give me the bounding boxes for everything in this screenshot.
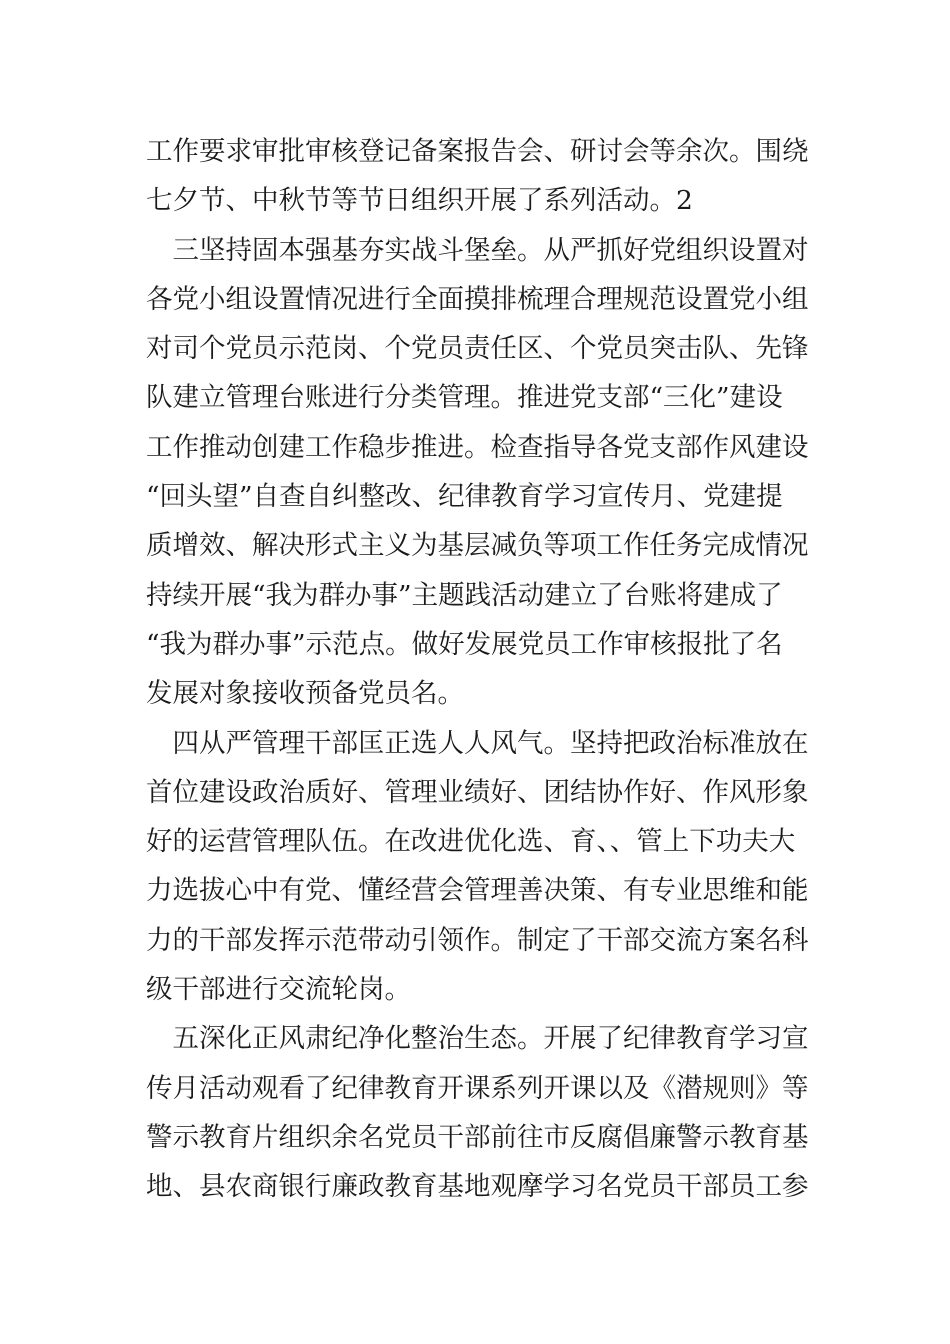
text-line: 地、县农商银行廉政教育基地观摩学习名党员干部员工参 [146, 1171, 809, 1203]
paragraph-section-four [146, 719, 809, 1015]
text-line: 质增效、解决形式主义为基层减负等项工作任务完成情况 [146, 530, 809, 562]
text-line: “回头望”自查自纠整改、纪律教育学习宣传月、党建提 [146, 481, 783, 513]
text-line: 工作推动创建工作稳步推进。检查指导各党支部作风建设 [146, 431, 809, 463]
text-line: 三坚持固本强基夯实战斗堡垒。从严抓好党组织设置对 [146, 234, 809, 266]
text-line: 各党小组设置情况进行全面摸排梳理合理规范设置党小组 [146, 283, 809, 315]
text-line: 力选拔心中有党、懂经营会管理善决策、有专业思维和能 [146, 875, 809, 907]
text-line: 七夕节、中秋节等节日组织开展了系列活动。2 [146, 185, 693, 217]
paragraph-continuation [146, 127, 809, 226]
text-line: 好的运营管理队伍。在改进优化选、育、、管上下功夫大 [146, 826, 796, 858]
text-line: 队建立管理台账进行分类管理。推进党支部“三化”建设 [146, 382, 783, 414]
text-line: 五深化正风肃纪净化整治生态。开展了纪律教育学习宣 [146, 1023, 809, 1055]
text-line: 首位建设政治质好、管理业绩好、团结协作好、作风形象 [146, 776, 809, 808]
paragraph-section-three [146, 226, 809, 719]
text-line: 警示教育片组织余名党员干部前往市反腐倡廉警示教育基 [146, 1121, 809, 1153]
text-line: “我为群办事”示范点。做好发展党员工作审核报批了名 [146, 628, 783, 660]
text-line: 传月活动观看了纪律教育开课系列开课以及《潜规则》等 [146, 1072, 809, 1104]
text-line: 级干部进行交流轮岗。 [146, 974, 411, 1006]
text-line: 四从严管理干部匡正选人人风气。坚持把政治标准放在 [146, 727, 809, 759]
text-line: 发展对象接收预备党员名。 [146, 678, 464, 710]
text-line: 力的干部发挥示范带动引领作。制定了干部交流方案名科 [146, 924, 809, 956]
document-page [146, 127, 809, 1212]
paragraph-section-five [146, 1014, 809, 1211]
text-line: 对司个党员示范岗、个党员责任区、个党员突击队、先锋 [146, 333, 809, 365]
text-line: 持续开展“我为群办事”主题践活动建立了台账将建成了 [146, 579, 783, 611]
text-line: 工作要求审批审核登记备案报告会、研讨会等余次。围绕 [146, 136, 809, 167]
